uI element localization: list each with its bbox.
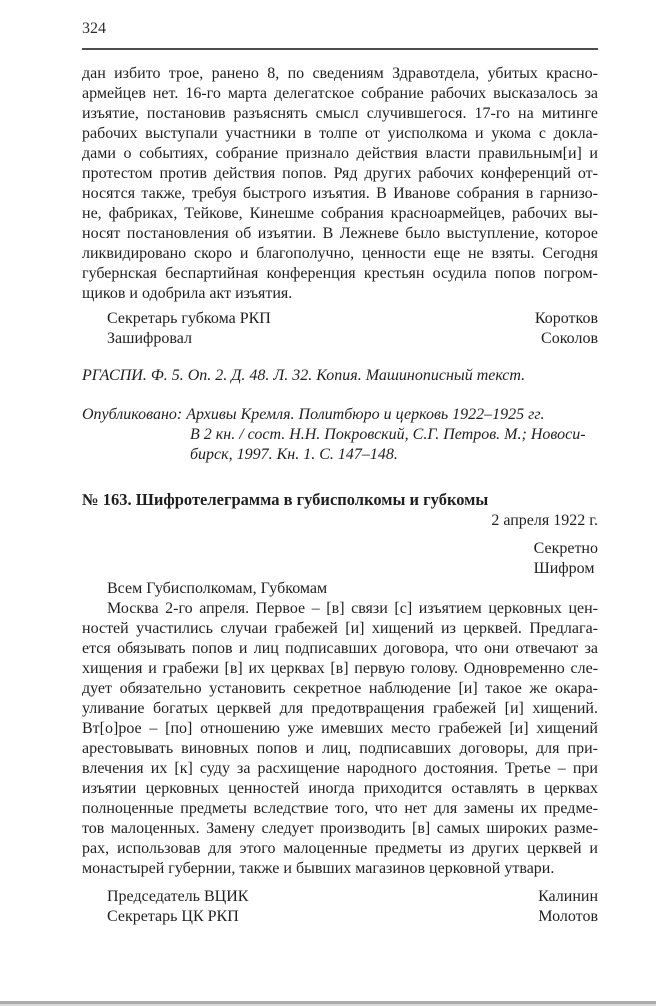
document-signatures [82,887,598,927]
text-line: арестовывать виновных попов и лиц, подписавших договоры, для при- [82,740,598,757]
text-line: Шифром [533,560,595,577]
signature-title: Зашифровал [107,330,192,347]
text-line: армейцев нет. 16-го марта делегатское собрание рабочих высказалось за [82,85,598,102]
text-line: полноценные предметы вследствие того, что нет для замены их предме- [82,800,598,817]
document-body [82,599,598,879]
signature-title: Секретарь губкома РКП [107,310,271,327]
signature-row [82,887,598,907]
signature-title: Секретарь ЦК РКП [107,908,239,925]
signature-name: Калинин [538,888,598,905]
text-line: Москва 2-го апреля. Первое – [в] связи [с] изъятием церковных цен- [107,600,598,617]
text-line: ностей участились случаи грабежей [и] хищений из церквей. Предлага- [82,620,598,637]
previous-document-body [82,64,598,304]
text-line: губернская беспартийная конференция крестьян осудила попов погром- [82,265,598,282]
text-line: изъятие, постановив разъяснять смысл случившегося. 17-го на митинге [82,105,598,122]
text-line: дует обязательно установить секретное наблюдение [и] такое же окара- [82,680,598,697]
text-line: влечения их [к] суду за расхищение народного достояния. Третье – при [82,760,598,777]
header-rule [82,48,598,50]
text-line: ликвидировано скоро и благополучно, ценности еще не взяты. Сегодня [82,245,598,262]
page-bottom-edge [0,1001,656,1006]
text-line: не, фабриках, Тейкове, Кинешме собрания красноармейцев, рабочих вы- [82,205,598,222]
text-line: уливание богатых церквей для предотвращения грабежей [и] хищений. [82,700,598,717]
text-line: Опубликовано: Архивы Кремля. Политбюро и церковь 1922–1925 гг. [82,406,545,423]
text-line: тов малоценных. Замену следует производить [в] самых широких разме- [82,820,598,837]
publication-note [82,405,598,465]
signature-name: Молотов [538,908,598,925]
document-heading: № 163. Шифротелеграмма в губисполкомы и губкомы [82,490,489,509]
text-line: хищения и грабежи [в] их церквах [в] первую голову. Одновременно сле- [82,660,598,677]
signature-row [82,309,598,329]
signature-row [82,329,598,349]
text-line: Секретно [533,540,598,557]
text-line: Вт[о]рое – [по] отношению уже имевших место грабежей [и] хищений [82,720,598,737]
previous-document-signatures [82,309,598,349]
signature-name: Соколов [541,330,598,347]
text-line: ется обязывать попов и лиц подписавших договора, что они отвечают за [82,640,598,657]
addressee-line: Всем Губисполкомам, Губкомам [107,580,328,597]
text-line: бирск, 1997. Кн. 1. С. 147–148. [190,446,398,463]
classification-stamp [534,539,598,579]
text-line: дан избито трое, ранено 8, по сведениям Здравотдела, убитых красно- [82,65,598,82]
text-line: монастырей губернии, также и бывших магазинов церковной утвари. [82,860,555,877]
text-line: изъятии церковных ценностей иногда приходится оставлять в церквах [82,780,598,797]
archive-reference: РГАСПИ. Ф. 5. Оп. 2. Д. 48. Л. 32. Копия. Машинописный текст. [82,367,526,384]
text-line: щиков и одобрила акт изъятия. [82,285,293,302]
text-line: дами о событиях, собрание признало действия власти правильным[и] и [82,145,598,162]
text-line: протестом против действия попов. Ряд других рабочих конференций от- [82,165,598,182]
text-line: рабочих выступали участники в толпе от уисполкома и укома с докла- [82,125,598,142]
text-line: рах, использовав для этого малоценные предметы из других церквей и [82,840,598,857]
text-line: носят постановления об изъятии. В Лежневе было выступление, которое [82,225,598,242]
signature-row [82,907,598,927]
page-number: 324 [82,20,106,37]
signature-title: Председатель ВЦИК [107,888,249,905]
signature-name: Коротков [534,310,598,327]
text-line: В 2 кн. / сост. Н.Н. Покровский, С.Г. Петров. М.; Новоси- [190,426,586,443]
text-line: носятся также, требуя быстрого изъятия. В Иванове собрания в гарнизо- [82,185,598,202]
document-date: 2 апреля 1922 г. [491,512,598,529]
